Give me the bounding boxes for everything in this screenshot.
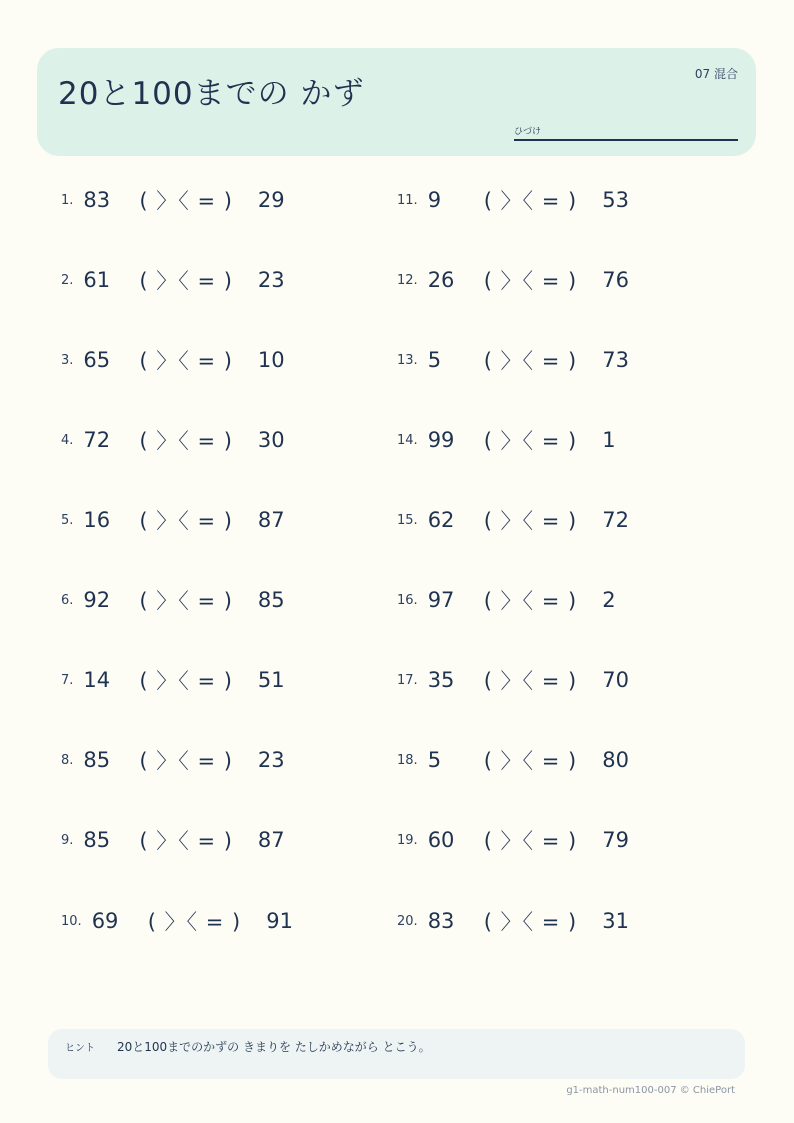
problem-right-number: 79	[602, 828, 629, 852]
problem-right-number: 1	[602, 428, 616, 452]
comparison-choice[interactable]: ( 〉〈 = )	[483, 349, 578, 373]
problem-left-number: 60	[427, 828, 455, 852]
problem-right-number: 29	[257, 188, 285, 212]
problem-number: 5.	[61, 512, 74, 528]
problem-right-number: 72	[602, 508, 629, 532]
problem-left-number: 26	[427, 268, 455, 292]
problem-right-number: 23	[257, 268, 285, 292]
problem-item	[61, 180, 285, 220]
problem-number: 10.	[61, 913, 82, 929]
comparison-choice[interactable]: ( 〉〈 = )	[139, 269, 233, 293]
hint-box	[48, 1029, 745, 1079]
comparison-choice[interactable]: ( 〉〈 = )	[483, 910, 578, 934]
problem-left-number: 85	[83, 828, 111, 852]
problem-number: 20.	[397, 913, 418, 929]
problem-number: 2.	[61, 272, 74, 288]
problem-number: 13.	[397, 352, 418, 368]
problem-item	[61, 820, 285, 860]
problem-right-number: 23	[257, 748, 285, 772]
problem-number: 3.	[61, 352, 74, 368]
comparison-choice[interactable]: ( 〉〈 = )	[483, 749, 578, 773]
problem-number: 15.	[397, 512, 418, 528]
problem-number: 19.	[397, 832, 418, 848]
problem-item	[397, 740, 629, 780]
problem-left-number: 83	[427, 909, 455, 933]
problem-right-number: 73	[602, 348, 629, 372]
comparison-choice[interactable]: ( 〉〈 = )	[139, 829, 233, 853]
problem-left-number: 92	[83, 588, 111, 612]
problem-right-number: 2	[602, 588, 616, 612]
problem-left-number: 5	[427, 348, 442, 372]
problem-number: 6.	[61, 592, 74, 608]
problem-item	[61, 580, 285, 620]
comparison-choice[interactable]: ( 〉〈 = )	[483, 829, 578, 853]
problem-number: 8.	[61, 752, 74, 768]
problem-number: 18.	[397, 752, 418, 768]
problem-left-number: 14	[83, 668, 111, 692]
page-title: 20と100までの かず	[58, 76, 365, 112]
problem-left-number: 65	[83, 348, 111, 372]
problem-right-number: 76	[602, 268, 629, 292]
problem-right-number: 80	[602, 748, 629, 772]
problem-number: 7.	[61, 672, 74, 688]
problem-number: 4.	[61, 432, 74, 448]
problem-left-number: 97	[427, 588, 455, 612]
comparison-choice[interactable]: ( 〉〈 = )	[139, 749, 233, 773]
worksheet-tag: 07 混合	[694, 67, 738, 81]
problem-right-number: 10	[257, 348, 285, 372]
problem-right-number: 91	[266, 909, 293, 933]
problem-left-number: 35	[427, 668, 455, 692]
problem-right-number: 87	[257, 508, 285, 532]
comparison-choice[interactable]: ( 〉〈 = )	[147, 910, 242, 934]
problem-number: 17.	[397, 672, 418, 688]
problem-number: 12.	[397, 272, 418, 288]
problem-right-number: 30	[257, 428, 285, 452]
problem-number: 9.	[61, 832, 74, 848]
problem-left-number: 69	[91, 909, 119, 933]
problem-item	[397, 420, 616, 460]
comparison-choice[interactable]: ( 〉〈 = )	[139, 589, 233, 613]
problem-item	[61, 420, 285, 460]
comparison-choice[interactable]: ( 〉〈 = )	[483, 269, 578, 293]
date-label: ひづけ	[514, 127, 542, 137]
problem-left-number: 61	[83, 268, 111, 292]
problem-right-number: 51	[257, 668, 285, 692]
comparison-choice[interactable]: ( 〉〈 = )	[139, 669, 233, 693]
problem-number: 14.	[397, 432, 418, 448]
comparison-choice[interactable]: ( 〉〈 = )	[139, 429, 233, 453]
problem-right-number: 85	[257, 588, 285, 612]
problem-left-number: 85	[83, 748, 111, 772]
comparison-choice[interactable]: ( 〉〈 = )	[483, 589, 578, 613]
problem-right-number: 70	[602, 668, 629, 692]
comparison-choice[interactable]: ( 〉〈 = )	[483, 669, 578, 693]
footer-credit: g1-math-num100-007 © ChiePort	[566, 1085, 735, 1096]
problem-left-number: 9	[427, 188, 442, 212]
problem-left-number: 72	[83, 428, 111, 452]
problem-right-number: 87	[257, 828, 285, 852]
comparison-choice[interactable]: ( 〉〈 = )	[139, 349, 233, 373]
problem-item	[61, 901, 293, 941]
problem-left-number: 62	[427, 508, 455, 532]
problem-number: 1.	[61, 192, 74, 208]
comparison-choice[interactable]: ( 〉〈 = )	[483, 509, 578, 533]
hint-text: 20と100までのかずの きまりを たしかめながら とこう。	[117, 1040, 431, 1054]
problem-item	[397, 660, 629, 700]
problem-item	[61, 500, 285, 540]
problem-item	[397, 580, 616, 620]
problem-item	[61, 260, 285, 300]
hint-label: ヒント	[65, 1043, 95, 1054]
problem-right-number: 31	[602, 909, 629, 933]
problem-left-number: 16	[83, 508, 111, 532]
problem-item	[61, 660, 285, 700]
problem-item	[397, 180, 629, 220]
problem-left-number: 99	[427, 428, 455, 452]
problem-right-number: 53	[602, 188, 629, 212]
comparison-choice[interactable]: ( 〉〈 = )	[139, 509, 233, 533]
problem-item	[61, 340, 285, 380]
comparison-choice[interactable]: ( 〉〈 = )	[483, 429, 578, 453]
problem-item	[397, 901, 629, 941]
problem-item	[397, 260, 629, 300]
problem-item	[397, 340, 629, 380]
comparison-choice[interactable]: ( 〉〈 = )	[483, 189, 578, 213]
problem-item	[61, 740, 285, 780]
problem-number: 11.	[397, 192, 418, 208]
problem-item	[397, 500, 629, 540]
problem-left-number: 5	[427, 748, 442, 772]
comparison-choice[interactable]: ( 〉〈 = )	[139, 189, 233, 213]
problem-number: 16.	[397, 592, 418, 608]
problem-left-number: 83	[83, 188, 111, 212]
problem-item	[397, 820, 629, 860]
